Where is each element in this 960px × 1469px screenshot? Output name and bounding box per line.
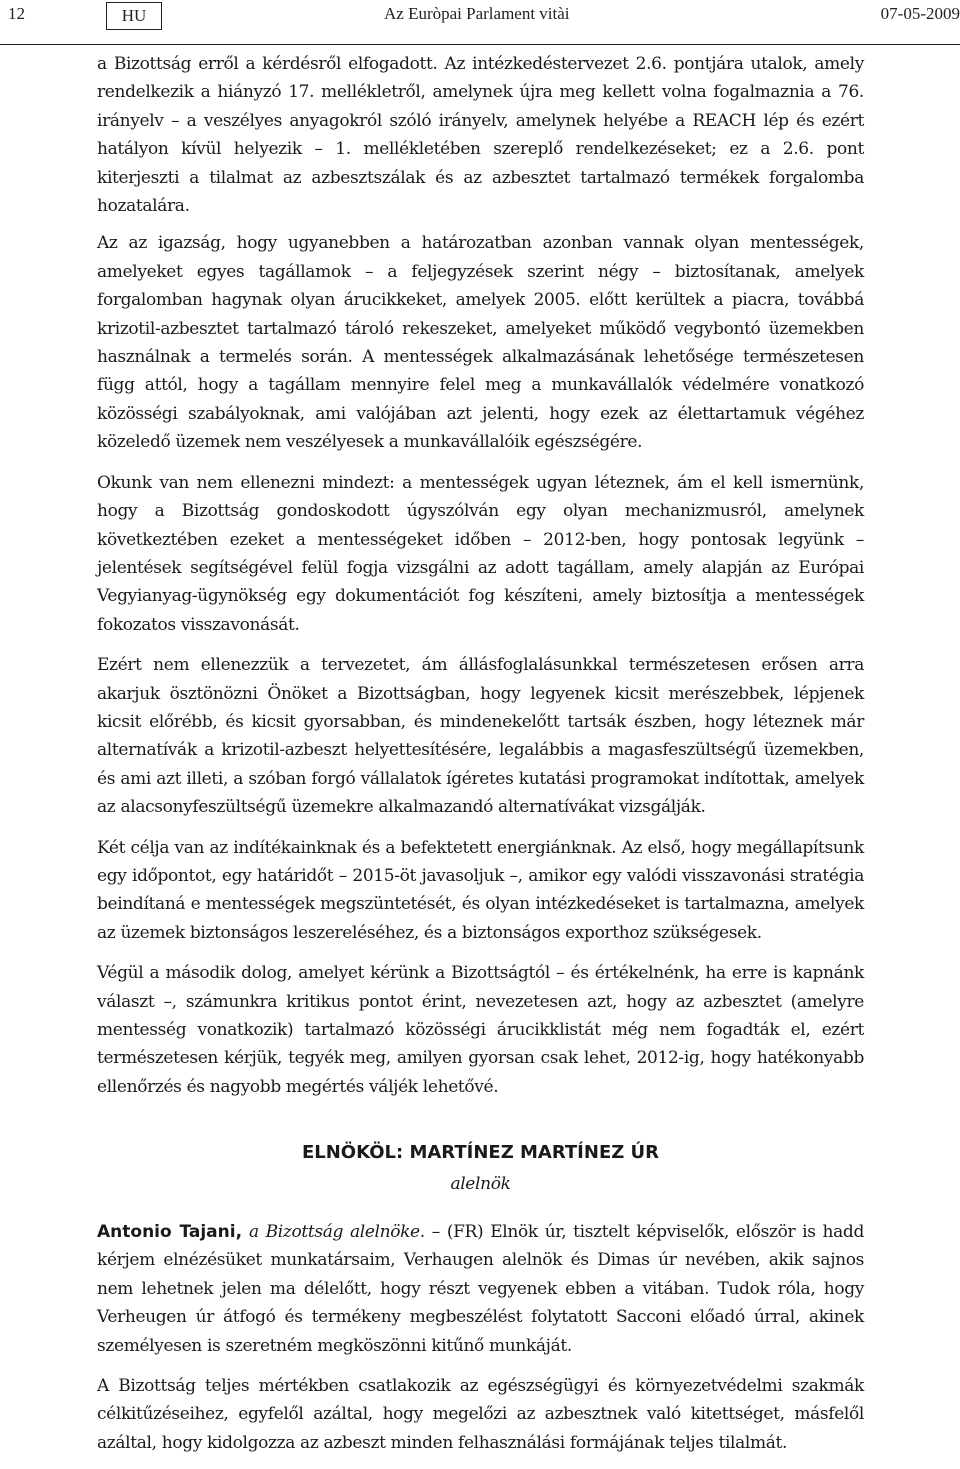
speech-paragraph-1: [97, 1218, 864, 1360]
speaker-role: a Bizottság alelnöke.: [248, 1222, 425, 1243]
page-header: [0, 0, 960, 45]
language-badge: HU: [106, 2, 162, 30]
page-content: [97, 50, 864, 1469]
section-subheading: alelnök: [450, 1173, 511, 1194]
speech-text: – (FR) Elnök úr, tisztelt képviselők, először is hadd kérjem elnézésüket munkatársaim, Verhaugen alelnök és Dimas úr nevében, akik sajnos nem lehetnek jelen ma délelőtt, hogy részt vegyenek ebben a vitában. Tudok róla, hogy Verheugen úr átfogó és termékeny megbeszélést folytatott Sacconi előadó úrral, akinek személyesen is szeretném megköszönni kitűnő munkáját.: [97, 1222, 864, 1356]
paragraph-6: Végül a második dolog, amelyet kérünk a Bizottságtól – és értékelnénk, ha erre is kapnánk választ –, számunkra kritikus pontot érint, nevezetesen azt, hogy az azbesztet (amelyre mentesség vonatkozik) tartalmazó közösségi árucikklistát még nem fogadták el, ezért természetesen kérjük, tegyék meg, amilyen gyorsan csak lehet, 2012-ig, hogy hatékonyabb ellenőrzés és nagyobb megértés váljék lehetővé.: [97, 963, 864, 1097]
document-title: Az Euròpai Parlament vitài: [384, 4, 570, 23]
page-number: 12: [8, 4, 25, 23]
document-date: 07-05-2009: [880, 4, 960, 23]
paragraph-2: Az az igazság, hogy ugyanebben a határozatban azonban vannak olyan mentességek, amelyeket egyes tagállamok – a feljegyzések szerint négy – biztosítanak, amelyek forgalomban hagynak olyan árucikkeket, amelyek 2005. előtt kerültek a piacra, továbbá krizotil-azbesztet tartalmazó tároló rekeszeket, amelyeket működő vegybontó üzemekben használnak a termelés során. A mentességek alkalmazásának lehetősége természetesen függ attól, hogy a tagállam mennyire felel meg a munkavállalók védelmére vonatkozó közösségi szabályoknak, ami valójában azt jelenti, hogy ezek az élettartamuk végéhez közeledő üzemek nem veszélyesek a munkavállalóik egészségére.: [97, 233, 864, 453]
speaker-name: Antonio Tajani,: [97, 1222, 243, 1243]
paragraph-4: Ezért nem ellenezzük a tervezetet, ám állásfoglalásunkkal természetesen erősen arra akarjuk ösztönözni Önöket a Bizottságban, hogy legyenek kicsit merészebbek, lépjenek kicsit előrébb, és kicsit gyorsabban, és mindenekelőtt tartsák észben, hogy léteznek már alternatívák a krizotil-azbeszt helyettesítésére, legalábbis a magasfeszültségű üzemekben, és ami azt illeti, a szóban forgó vállalatok ígéretes kutatási programokat indítottak, amelyek az alacsonyfeszültségű üzemekre alkalmazandó alternatívákat vizsgálják.: [97, 655, 864, 818]
section-heading: ELNÖKÖL: MARTÍNEZ MARTÍNEZ ÚR: [301, 1142, 660, 1164]
speech-paragraph-2: A Bizottság teljes mértékben csatlakozik az egészségügyi és környezetvédelmi szakmák célkitűzéseihez, egyfelől azáltal, hogy megelőzi az azbesztnek való kitettséget, másfelől azáltal, hogy kidolgozza az azbeszt minden felhasználási formájának teljes tilalmát.: [97, 1376, 864, 1453]
paragraph-5: Két célja van az indítékainknak és a befektetett energiánknak. Az első, hogy megállapítsunk egy időpontot, egy határidőt – 2015-öt javasoljuk –, amikor egy valódi visszavonási stratégia beindítaná e mentességek megszüntetését, és olyan intézkedéseket is tartalmazna, amelyek az üzemek biztonságos leszereléséhez, és a biztonságos exporthoz szükségesek.: [97, 837, 864, 943]
paragraph-1: a Bizottság erről a kérdésről elfogadott. Az intézkedéstervezet 2.6. pontjára utalok, amely rendelkezik a hiányzó 17. mellékletről, amelynek újra meg kellett volna fogalmaznia a 76. irányelv – a veszélyes anyagokról szóló irányelv, amelynek helyébe a REACH lép és ezért hatályon kívül helyezik – 1. mellékletében szereplő rendelkezéseket; ez a 2.6. pont kiterjeszti a tilalmat az azbesztszálak és az azbesztet tartalmazó termékek forgalomba hozatalára.: [97, 54, 864, 217]
paragraph-3: Okunk van nem ellenezni mindezt: a mentességek ugyan léteznek, ám el kell ismernünk, hogy a Bizottság gondoskodott úgyszólván egy olyan mechanizmusról, amelynek következtében ezeket a mentességeket időben – 2012-ben, hogy pontosak legyünk – jelentések segítségével felül fogja vizsgálni az adott tagállam, amely alapján az Európai Vegyianyag-ügynökség egy dokumentációt fog készíteni, amely biztosítja a mentességek fokozatos visszavonását.: [97, 472, 864, 635]
